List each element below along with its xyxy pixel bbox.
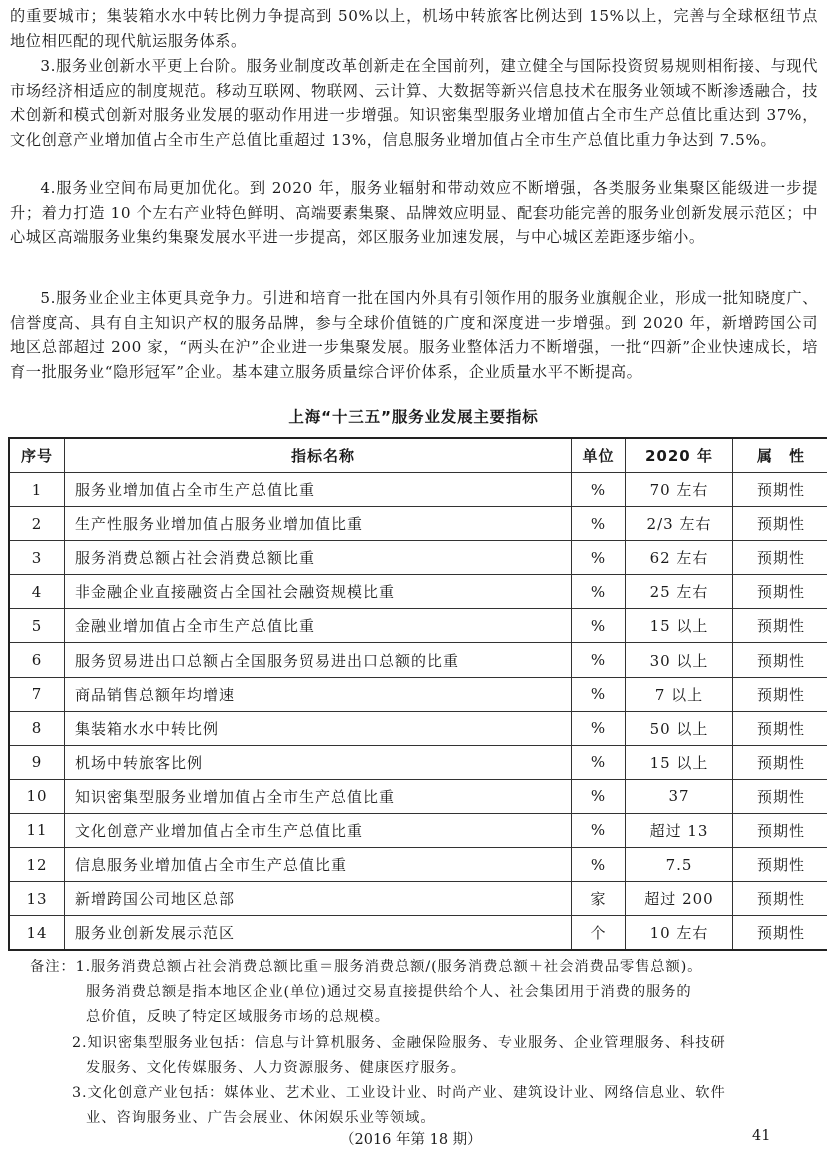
row-unit: % (572, 541, 626, 575)
row-attr: 预期性 (733, 745, 827, 779)
row-unit: % (572, 473, 626, 507)
row-seq: 8 (9, 711, 65, 745)
row-attr: 预期性 (733, 609, 827, 643)
row-name: 生产性服务业增加值占服务业增加值比重 (65, 507, 572, 541)
row-name: 信息服务业增加值占全市生产总值比重 (65, 848, 572, 882)
row-unit: % (572, 677, 626, 711)
header-target: 2020 年 (626, 438, 733, 473)
row-attr: 预期性 (733, 848, 827, 882)
row-seq: 9 (9, 745, 65, 779)
row-seq: 12 (9, 848, 65, 882)
table-row (9, 507, 827, 541)
table-title: 上海“十三五”服务业发展主要指标 (288, 408, 539, 426)
paragraph-enterprises: 5.服务业企业主体更具竞争力。引进和培育一批在国内外具有引领作用的服务业旗舰企业，形成一批知晓度广、信誉度高、具有自主知识产权的服务品牌，参与全球价值链的广度和深度进一步增强。到 2020 年，新增跨国公司地区总部超过 200 家，“两头在沪”企业进一步集聚发展。服务业整体活力不断增强，一批“四新”企业快速成长，培育一批服务业“隐形冠军”企业。基本建立服务质量综合评价体系，企业质量水平不断提高。 (10, 289, 818, 381)
row-unit: % (572, 507, 626, 541)
row-target: 10 左右 (626, 916, 733, 951)
table-row (9, 779, 827, 813)
row-unit: 家 (572, 882, 626, 916)
row-attr: 预期性 (733, 813, 827, 847)
note-line: 备注：1.服务消费总额占社会消费总额比重＝服务消费总额/(服务消费总额＋社会消费品零售总额)。 (30, 959, 703, 975)
row-name: 商品销售总额年均增速 (65, 677, 572, 711)
row-name: 机场中转旅客比例 (65, 745, 572, 779)
row-seq: 13 (9, 882, 65, 916)
row-target: 30 以上 (626, 643, 733, 677)
row-seq: 10 (9, 779, 65, 813)
table-row (9, 609, 827, 643)
row-unit: % (572, 643, 626, 677)
note-line: 3.文化创意产业包括：媒体业、艺术业、工业设计业、时尚产业、建筑设计业、网络信息业、软件 (72, 1085, 726, 1101)
table-row (9, 711, 827, 745)
row-name: 服务业增加值占全市生产总值比重 (65, 473, 572, 507)
table-header-row (9, 438, 827, 473)
row-target: 15 以上 (626, 609, 733, 643)
table-row (9, 473, 827, 507)
row-seq: 11 (9, 813, 65, 847)
row-seq: 1 (9, 473, 65, 507)
table-row (9, 677, 827, 711)
note-line: 总价值，反映了特定区域服务市场的总规模。 (86, 1009, 390, 1025)
row-attr: 预期性 (733, 882, 827, 916)
row-attr: 预期性 (733, 711, 827, 745)
row-target: 70 左右 (626, 473, 733, 507)
row-seq: 2 (9, 507, 65, 541)
note-line: 发服务、文化传媒服务、人力资源服务、健康医疗服务。 (86, 1060, 466, 1076)
row-target: 15 以上 (626, 745, 733, 779)
row-unit: % (572, 711, 626, 745)
row-name: 非金融企业直接融资占全国社会融资规模比重 (65, 575, 572, 609)
row-name: 集装箱水水中转比例 (65, 711, 572, 745)
note-line: 服务消费总额是指本地区企业(单位)通过交易直接提供给个人、社会集团用于消费的服务的 (86, 984, 692, 1000)
issue-label: （2016 年第 18 期） (340, 1132, 482, 1148)
row-name: 知识密集型服务业增加值占全市生产总值比重 (65, 779, 572, 813)
header-attr: 属 性 (733, 438, 827, 473)
note-line: 业、咨询服务业、广告会展业、休闲娱乐业等领域。 (86, 1110, 436, 1126)
row-name: 文化创意产业增加值占全市生产总值比重 (65, 813, 572, 847)
row-target: 超过 200 (626, 882, 733, 916)
row-unit: % (572, 813, 626, 847)
row-target: 25 左右 (626, 575, 733, 609)
paragraph-spatial-layout: 4.服务业空间布局更加优化。到 2020 年，服务业辐射和带动效应不断增强，各类服务业集聚区能级进一步提升；着力打造 10 个左右产业特色鲜明、高端要素集聚、品牌效应明显、配套功能完善的服务业创新发展示范区；中心城区高端服务业集约集聚发展水平进一步提高，郊区服务业加速发展，与中心城区差距逐步缩小。 (10, 179, 818, 246)
row-target: 50 以上 (626, 711, 733, 745)
row-attr: 预期性 (733, 916, 827, 951)
table-row (9, 813, 827, 847)
paragraph-innovation: 3.服务业创新水平更上台阶。服务业制度改革创新走在全国前列，建立健全与国际投资贸易规则相衔接、与现代市场经济相适应的制度规范。移动互联网、物联网、云计算、大数据等新兴信息技术在服务业领域不断渗透融合，技术创新和模式创新对服务业发展的驱动作用进一步增强。知识密集型服务业增加值占全市生产总值比重达到 37%，文化创意产业增加值占全市生产总值比重超过 13%，信息服务业增加值占全市生产总值比重力争达到 7.5%。 (10, 57, 818, 149)
table-row (9, 916, 827, 951)
table-row (9, 745, 827, 779)
row-attr: 预期性 (733, 473, 827, 507)
row-target: 超过 13 (626, 813, 733, 847)
row-seq: 4 (9, 575, 65, 609)
row-attr: 预期性 (733, 643, 827, 677)
header-unit: 单位 (572, 438, 626, 473)
row-attr: 预期性 (733, 575, 827, 609)
row-unit: % (572, 779, 626, 813)
row-name: 服务业创新发展示范区 (65, 916, 572, 951)
row-unit: 个 (572, 916, 626, 951)
table-row (9, 882, 827, 916)
row-unit: % (572, 848, 626, 882)
indicators-table (8, 437, 827, 951)
row-target: 37 (626, 779, 733, 813)
paragraph-continued: 的重要城市；集装箱水水中转比例力争提高到 50%以上，机场中转旅客比例达到 15%以上，完善与全球枢纽节点地位相匹配的现代航运服务体系。 (10, 7, 818, 50)
row-name: 新增跨国公司地区总部 (65, 882, 572, 916)
row-attr: 预期性 (733, 677, 827, 711)
row-name: 服务贸易进出口总额占全国服务贸易进出口总额的比重 (65, 643, 572, 677)
header-seq: 序号 (9, 438, 65, 473)
row-target: 7 以上 (626, 677, 733, 711)
row-unit: % (572, 745, 626, 779)
row-name: 服务消费总额占社会消费总额比重 (65, 541, 572, 575)
row-attr: 预期性 (733, 507, 827, 541)
row-target: 2/3 左右 (626, 507, 733, 541)
table-row (9, 848, 827, 882)
page-number: 41 (752, 1128, 771, 1144)
row-attr: 预期性 (733, 541, 827, 575)
row-unit: % (572, 575, 626, 609)
row-attr: 预期性 (733, 779, 827, 813)
row-unit: % (572, 609, 626, 643)
row-target: 62 左右 (626, 541, 733, 575)
row-seq: 3 (9, 541, 65, 575)
table-row (9, 643, 827, 677)
header-name: 指标名称 (65, 438, 572, 473)
row-seq: 5 (9, 609, 65, 643)
row-seq: 6 (9, 643, 65, 677)
row-name: 金融业增加值占全市生产总值比重 (65, 609, 572, 643)
row-seq: 14 (9, 916, 65, 951)
note-line: 2.知识密集型服务业包括：信息与计算机服务、金融保险服务、专业服务、企业管理服务、科技研 (72, 1035, 726, 1051)
row-target: 7.5 (626, 848, 733, 882)
table-row (9, 575, 827, 609)
table-row (9, 541, 827, 575)
row-seq: 7 (9, 677, 65, 711)
